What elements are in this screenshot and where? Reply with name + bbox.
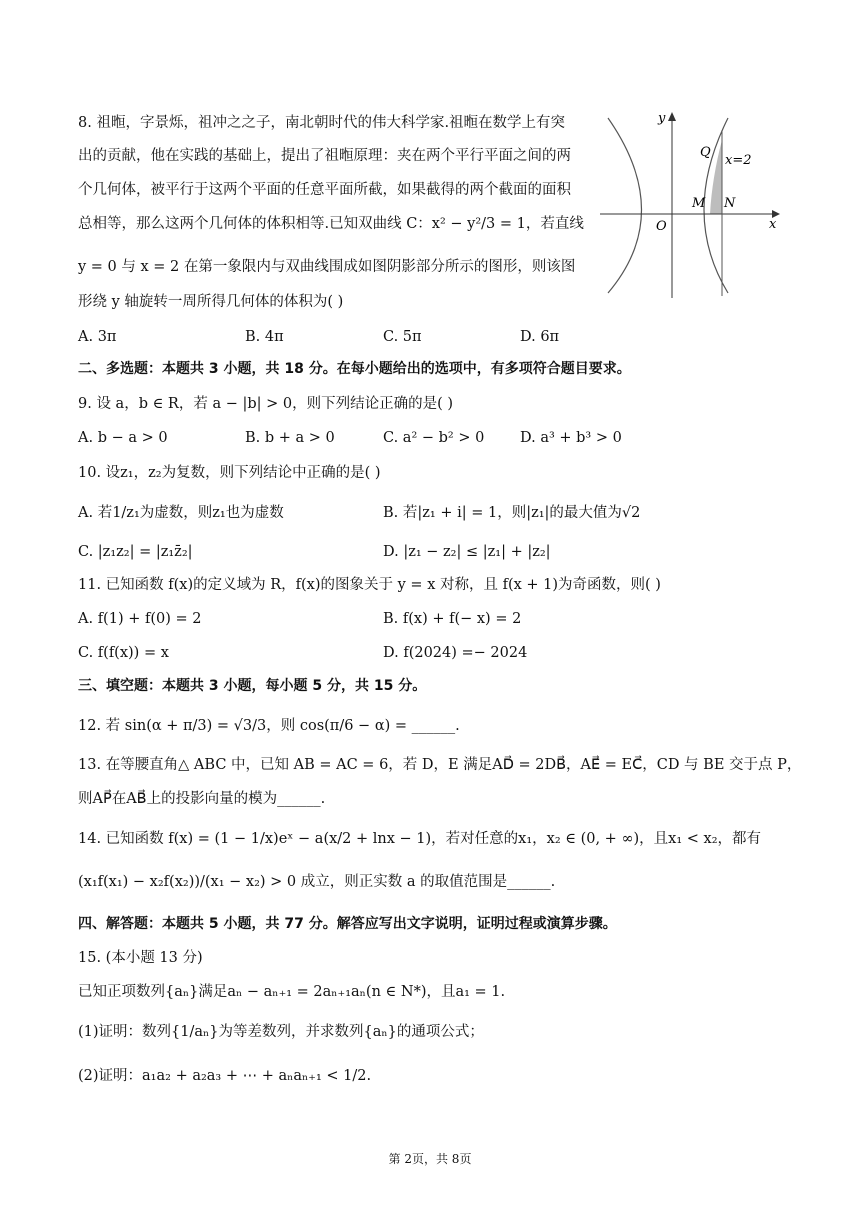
q8-line-6: 形绕 y 轴旋转一周所得几何体的体积为( )	[78, 294, 344, 310]
q8-line-3: 个几何体，被平行于这两个平面的任意平面所截，如果截得的两个截面的面积	[78, 182, 571, 198]
section-2-heading: 二、多选题：本题共 3 小题，共 18 分。在每小题给出的选项中，有多项符合题目要求。	[78, 361, 631, 377]
q11-option-d: D. f(2024) =− 2024	[383, 645, 528, 661]
fig-y-label: y	[658, 111, 666, 126]
q15-part-1: (1)证明：数列{1/aₙ}为等差数列，并求数列{aₙ}的通项公式；	[78, 1024, 484, 1040]
q13-line-1: 13. 在等腰直角△ ABC 中，已知 AB = AC = 6，若 D，E 满足AD⃗ = 2DB⃗，AE⃗ = EC⃗，CD 与 BE 交于点 P，	[78, 757, 802, 773]
fig-x-label: x	[769, 217, 777, 232]
q14-line-2: (x₁f(x₁) − x₂f(x₂))/(x₁ − x₂) > 0 成立，则正实数 a 的取值范围是______.	[78, 874, 556, 890]
q10-option-a: A. 若1/z₁为虚数，则z₁也为虚数	[78, 505, 284, 521]
fig-n-label: N	[724, 196, 736, 211]
q15-stem: 已知正项数列{aₙ}满足aₙ − aₙ₊₁ = 2aₙ₊₁aₙ(n ∈ N*)，且a₁ = 1.	[78, 984, 506, 1000]
q8-option-a: A. 3π	[78, 329, 117, 345]
q10-option-b: B. 若|z₁ + i| = 1，则|z₁|的最大值为√2	[383, 505, 641, 521]
fig-q-label: Q	[700, 145, 711, 160]
q14-line-1: 14. 已知函数 f(x) = (1 − 1/x)eˣ − a(x/2 + lnx − 1)，若对任意的x₁，x₂ ∈ (0, + ∞)，且x₁ < x₂，都有	[78, 831, 762, 847]
q9-option-c: C. a² − b² > 0	[383, 430, 485, 446]
q11-stem: 11. 已知函数 f(x)的定义域为 R，f(x)的图象关于 y = x 对称，且 f(x + 1)为奇函数，则( )	[78, 577, 661, 593]
q8-line-1: 8. 祖暅，字景烁，祖冲之之子，南北朝时代的伟大科学家.祖暅在数学上有突	[78, 115, 566, 131]
q10-option-c: C. |z₁z₂| = |z₁z̄₂|	[78, 544, 193, 560]
q15-part-2: (2)证明：a₁a₂ + a₂a₃ + ⋯ + aₙaₙ₊₁ < 1/2.	[78, 1068, 372, 1084]
q9-option-b: B. b + a > 0	[245, 430, 335, 446]
fig-origin-label: O	[656, 219, 667, 234]
q15-title: 15. (本小题 13 分)	[78, 950, 203, 966]
fig-line-label: x=2	[725, 153, 752, 168]
q11-option-a: A. f(1) + f(0) = 2	[78, 611, 202, 627]
q8-option-d: D. 6π	[520, 329, 560, 345]
q9-stem: 9. 设 a，b ∈ R，若 a − |b| > 0，则下列结论正确的是( )	[78, 396, 454, 412]
q11-option-c: C. f(f(x)) = x	[78, 645, 169, 661]
q12-stem: 12. 若 sin(α + π/3) = √3/3，则 cos(π/6 − α) = ______.	[78, 718, 460, 734]
q11-option-b: B. f(x) + f(− x) = 2	[383, 611, 522, 627]
page-footer: 第 2页，共 8页	[388, 1152, 472, 1166]
q10-option-d: D. |z₁ − z₂| ≤ |z₁| + |z₂|	[383, 544, 551, 560]
section-4-heading: 四、解答题：本题共 5 小题，共 77 分。解答应写出文字说明，证明过程或演算步骤。	[78, 916, 617, 932]
q8-line-2: 出的贡献，他在实践的基础上，提出了祖暅原理：夹在两个平行平面之间的两	[78, 148, 571, 164]
q8-option-b: B. 4π	[245, 329, 284, 345]
q10-stem: 10. 设z₁，z₂为复数，则下列结论中正确的是( )	[78, 465, 381, 481]
q13-line-2: 则AP⃗在AB⃗上的投影向量的模为______.	[78, 791, 326, 807]
fig-m-label: M	[692, 196, 706, 211]
q8-line-4: 总相等，那么这两个几何体的体积相等.已知双曲线 C：x² − y²/3 = 1，若直线	[78, 216, 584, 232]
q9-option-a: A. b − a > 0	[78, 430, 168, 446]
q8-option-c: C. 5π	[383, 329, 422, 345]
hyperbola-figure	[600, 108, 785, 298]
section-3-heading: 三、填空题：本题共 3 小题，每小题 5 分，共 15 分。	[78, 678, 427, 694]
q8-line-5: y = 0 与 x = 2 在第一象限内与双曲线围成如图阴影部分所示的图形，则该图	[78, 259, 576, 275]
q9-option-d: D. a³ + b³ > 0	[520, 430, 622, 446]
